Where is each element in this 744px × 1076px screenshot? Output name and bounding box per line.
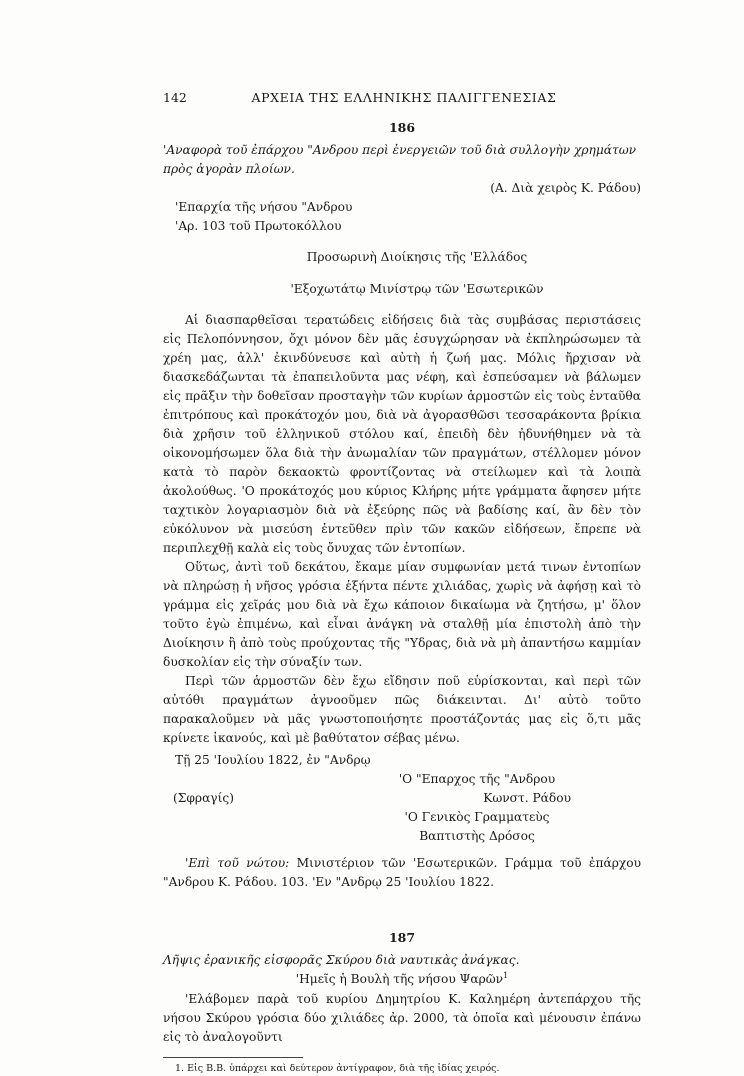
body-paragraph-187: 'Ελάβομεν παρὰ τοῦ κυρίου Δημητρίου Κ. Καλημέρη ἀντεπάρχου τῆς νήσου Σκύρου γρόσια δύο χιλιάδες ἀρ. 2000, τὰ ὁποῖα καὶ μένουσιν ἐπάνω εἰς τὸ ἀναλογοῦντι — [163, 991, 641, 1044]
hand-attribution: (Α. Διὰ χειρὸς Κ. Ράδου) — [490, 181, 641, 196]
footnote-marker: 1 — [503, 971, 509, 981]
verso-label: 'Επὶ τοῦ νώτου: — [185, 855, 290, 870]
document-rubric-187: Λῆψις ἐρανικῆς εἰσφορᾶς Σκύρου διὰ ναυτικὰς ἀνάγκας. — [163, 953, 520, 968]
verso-text: Μινιστέριον τῶν 'Εσωτερικῶν. Γράμμα τοῦ ἐπάρχου "Ανδρου Κ. Ράδου. 103. 'Εν "Ανδρῳ 25 'Ιουλίου 1822. — [163, 855, 642, 889]
date-line: Τῇ 25 'Ιουλίου 1822, ἐν "Ανδρῳ — [175, 752, 371, 767]
footnote: 1. Εἰς Β.Β. ὑπάρχει καὶ δεύτερον ἀντίγραφον, διὰ τῆς ἰδίας χειρός. — [175, 1062, 500, 1074]
signature-1-name: Κωνστ. Ράδου — [483, 790, 571, 805]
section-gap — [163, 904, 641, 922]
signature-block-1 — [383, 770, 571, 789]
seal-row — [163, 789, 641, 808]
running-title: ΑΡΧΕΙΑ ΤΗΣ ΕΛΛΗΝΙΚΗΣ ΠΑΛΙΓΓΕΝΕΣΙΑΣ — [251, 90, 557, 105]
signature-2-title: 'Ο Γενικὸς Γραμματεὺς — [404, 809, 550, 824]
addressee-line-1: Προσωρινὴ Διοίκησις τῆς 'Ελλάδος — [306, 250, 528, 265]
footnote-rule — [163, 1057, 303, 1058]
sender-line-2: 'Αρ. 103 τοῦ Πρωτοκόλλου — [175, 219, 342, 234]
document-number-186: 186 — [388, 119, 416, 135]
document-number-187: 187 — [388, 929, 416, 945]
sender-line-1: 'Επαρχία τῆς νήσου "Ανδρου — [175, 200, 353, 215]
page-header — [163, 88, 641, 108]
addressee-line-2: 'Εξοχωτάτῳ Μινίστρῳ τῶν 'Εσωτερικῶν — [290, 281, 544, 296]
body-paragraph-3: Περὶ τῶν ἁρμοστῶν δὲν ἔχω εἴδησιν ποῦ εὑρίσκονται, καὶ περὶ τῶν αὐτόθι πραγμάτων ἀγνοοῦμεν πῶς διάκεινται. Δι' αὐτὸ τοῦτο παρακαλοῦμεν νὰ μᾶς γνωστοποιήσητε προστάζοντάς μας εἰς ὅ,τι μᾶς κρίνετε ἱκανούς, καὶ μὲ βαθύτατον σέβας μένω. — [163, 674, 641, 746]
verso-note — [163, 854, 641, 892]
seal-label: (Σφραγίς) — [173, 790, 234, 805]
body-paragraph-1: Αἱ διασπαρθεῖσαι τερατώδεις εἰδήσεις διὰ τὰς συμβάσας περιστάσεις εἰς Πελοπόννησον, ὄχι μόνον δὲν μᾶς ἐσυγχώρησαν νὰ ἐκπληρώσωμεν τὰ χρέη μας, ἀλλ' ἐκινδύνευσε καὶ αὐτὴ ἡ ζωή μας. Μόλις ἤρχισαν νὰ διασκεδάζωνται τὰ ἐπαπειλοῦντα μας νέφη, καὶ ἐσπεύσαμεν νὰ βάλωμεν εἰς πρᾶξιν τὴν δοθεῖσαν προσταγὴν τῶν κυρίων ἁρμοστῶν εἰς τοὺς ἐνταῦθα ἐπιτρόπους καὶ προκάτοχόν μου, διὰ νὰ ἀγορασθῶσι τεσσαράκοντα βρίκια διὰ χρῆσιν τοῦ ἑλληνικοῦ στόλου καί, ἐπειδὴ δὲν ἠδυνήθημεν νὰ τὰ οἰκονομήσωμεν ὅλα διὰ τὴν ἀνωμαλίαν τῶν πραγμάτων, στέλλομεν μόνον κατὰ τὸ παρὸν δεκαοκτὼ φροντίζοντας νὰ στείλωμεν καὶ τὰ λοιπὰ ἀκολούθως. 'Ο προκάτοχός μου κύριος Κλήρης μήτε γράμματα ἄφησεν μήτε ταχτικὸν λογαριασμὸν διὰ νὰ ἐξεύρης πῶς νὰ βαδίσης καί, ἂν δὲν τὸν εὐκόλυνον νὰ μισεύση ἐντεῦθεν πρὶν τῶν κακῶν εἰδήσεων, ἔπρεπε νὰ περιπλεχθῇ καλὰ εἰς τοὺς ὄνυχας τῶν ἐντοπίων. — [163, 312, 641, 556]
body-paragraph-2: Οὕτως, ἀντὶ τοῦ δεκάτου, ἔκαμε μίαν συμφωνίαν μετά τινων ἐντοπίων νὰ πληρώσῃ ἡ νῆσος γρόσια ἑξήντα πέντε χιλιάδας, χωρὶς νὰ ἀφήσῃ καὶ τὸ γράμμα εἰς χεῖράς μου διὰ νὰ ἔχω κάποιον δικαίωμα νὰ ζητήσω, μ' ὅλον τοῦτο ἐγὼ ἐπιμένω, καὶ εἶναι ἀνάγκη νὰ σταλθῇ μία ἐπιστολὴ ἀπὸ τὴν Διοίκησιν ἢ ἀπὸ τοὺς προύχοντας τῆς "Υδρας, διὰ νὰ μὴ ἀπαντήσω καμμίαν δυσκολίαν εἰς τὴν σύναξίν των. — [163, 560, 641, 670]
signature-2-name: Βαπτιστὴς Δρόσος — [419, 828, 535, 843]
page-number: 142 — [163, 90, 187, 105]
signature-1-title: 'Ο "Επαρχος τῆς "Ανδρου — [398, 771, 556, 786]
heading-text: 'Ημεῖς ἡ Βουλὴ τῆς νήσου Ψαρῶν — [295, 972, 504, 987]
document-page — [163, 88, 641, 1076]
document-rubric-186: 'Αναφορὰ τοῦ ἐπάρχου "Ανδρου περὶ ἐνεργειῶν τοῦ διὰ συλλογὴν χρημάτων πρὸς ἀγορὰν πλοίων. — [163, 143, 637, 177]
document-heading-187 — [163, 970, 641, 989]
signature-block-2 — [383, 808, 571, 846]
